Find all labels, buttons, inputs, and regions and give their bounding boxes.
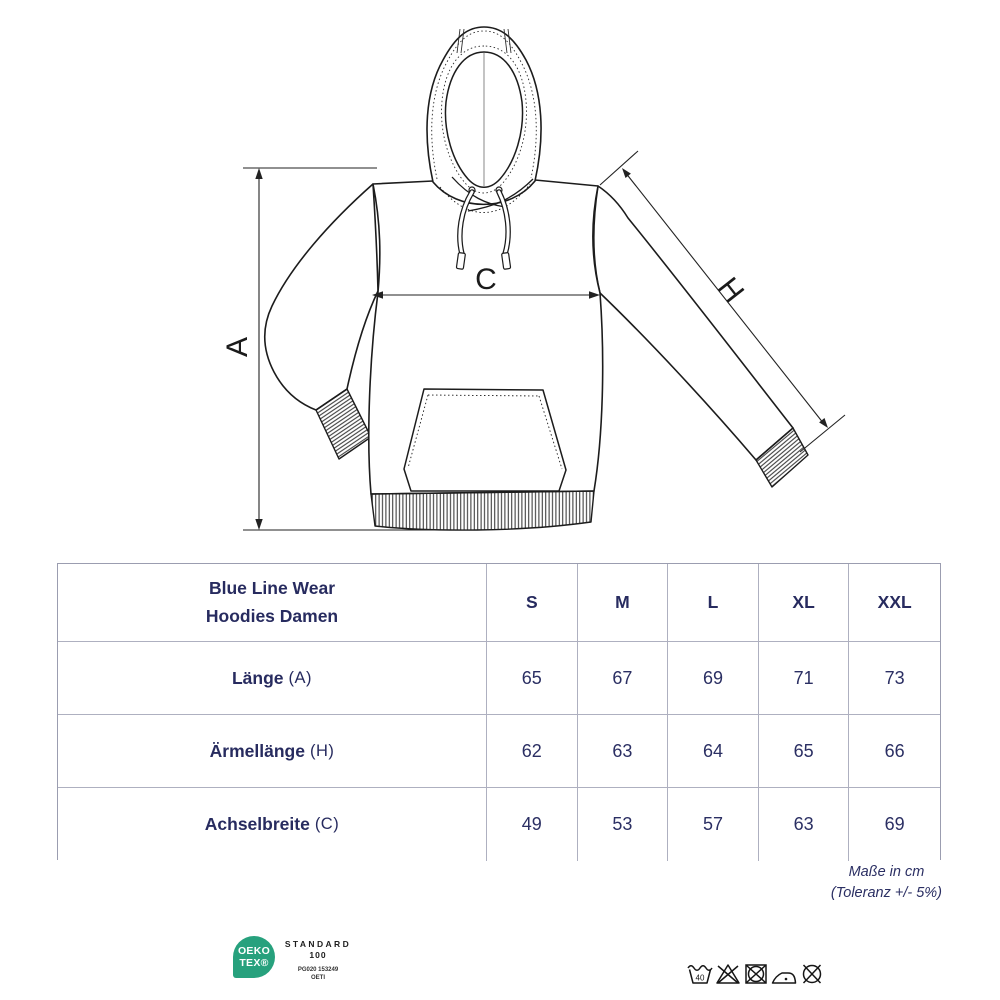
table-cell: 63 <box>759 788 850 861</box>
measurement-note <box>831 862 942 904</box>
badge-text-line1: OEKO <box>237 944 271 957</box>
table-cell: 71 <box>759 642 850 715</box>
hem-rib <box>371 491 594 530</box>
measure-code: (H) <box>309 741 335 760</box>
dimension-label-chest: C <box>475 263 497 296</box>
oeko-tex-text <box>282 939 354 982</box>
table-cell: 53 <box>578 788 669 861</box>
right-sleeve <box>594 186 793 460</box>
standard-label: STANDARD <box>284 939 352 949</box>
left-aglet <box>456 253 465 270</box>
do-not-dry-clean-icon <box>799 961 825 987</box>
size-header-s: S <box>487 564 578 642</box>
dimension-label-sleeve: H <box>710 271 751 309</box>
right-aglet <box>502 253 511 270</box>
oeko-tex-badge <box>233 936 275 978</box>
size-header-m: M <box>578 564 669 642</box>
table-cell: 57 <box>668 788 759 861</box>
wash-temperature: 40 <box>695 973 705 983</box>
table-cell: 49 <box>487 788 578 861</box>
size-header-xxl: XXL <box>849 564 940 642</box>
table-cell: 65 <box>759 715 850 788</box>
measure-code: (C) <box>314 815 340 833</box>
measure-code: (A) <box>288 668 313 687</box>
do-not-tumble-dry-icon <box>743 961 769 987</box>
badge-text-line2: TEX® <box>239 957 269 969</box>
row-label-laenge <box>58 642 487 715</box>
size-header-xl: XL <box>759 564 850 642</box>
wash-40-icon <box>687 961 713 987</box>
oeko-tex-certification <box>233 936 354 982</box>
table-title-line1: Blue Line Wear <box>208 578 336 599</box>
table-cell: 69 <box>849 788 940 861</box>
left-sleeve <box>265 184 378 410</box>
measure-name: Ärmellänge <box>209 740 305 761</box>
kangaroo-pocket <box>404 389 566 491</box>
dimension-label-length: A <box>221 336 254 358</box>
table-cell: 66 <box>849 715 940 788</box>
care-symbols <box>687 961 825 987</box>
size-table <box>57 563 941 860</box>
institute-label: OETI <box>310 975 325 982</box>
table-cell: 65 <box>487 642 578 715</box>
row-label-achselbreite <box>58 788 487 861</box>
note-line1: Maße in cm <box>848 864 925 880</box>
note-line2: (Toleranz +/- 5%) <box>830 885 942 902</box>
iron-low-icon <box>771 961 797 987</box>
size-header-l: L <box>668 564 759 642</box>
table-cell: 64 <box>668 715 759 788</box>
row-label-aermellaenge <box>58 715 487 788</box>
hood <box>427 27 541 204</box>
measure-name: Achselbreite <box>204 814 310 834</box>
do-not-bleach-icon <box>715 961 741 987</box>
table-cell: 67 <box>578 642 669 715</box>
table-title-line2: Hoodies Damen <box>205 605 339 626</box>
table-title <box>58 564 487 642</box>
standard-number: 100 <box>309 950 327 961</box>
table-cell: 63 <box>578 715 669 788</box>
table-cell: 73 <box>849 642 940 715</box>
table-cell: 69 <box>668 642 759 715</box>
table-cell: 62 <box>487 715 578 788</box>
measure-name: Länge <box>231 667 284 688</box>
certificate-number: PG020 153249 <box>297 967 339 974</box>
